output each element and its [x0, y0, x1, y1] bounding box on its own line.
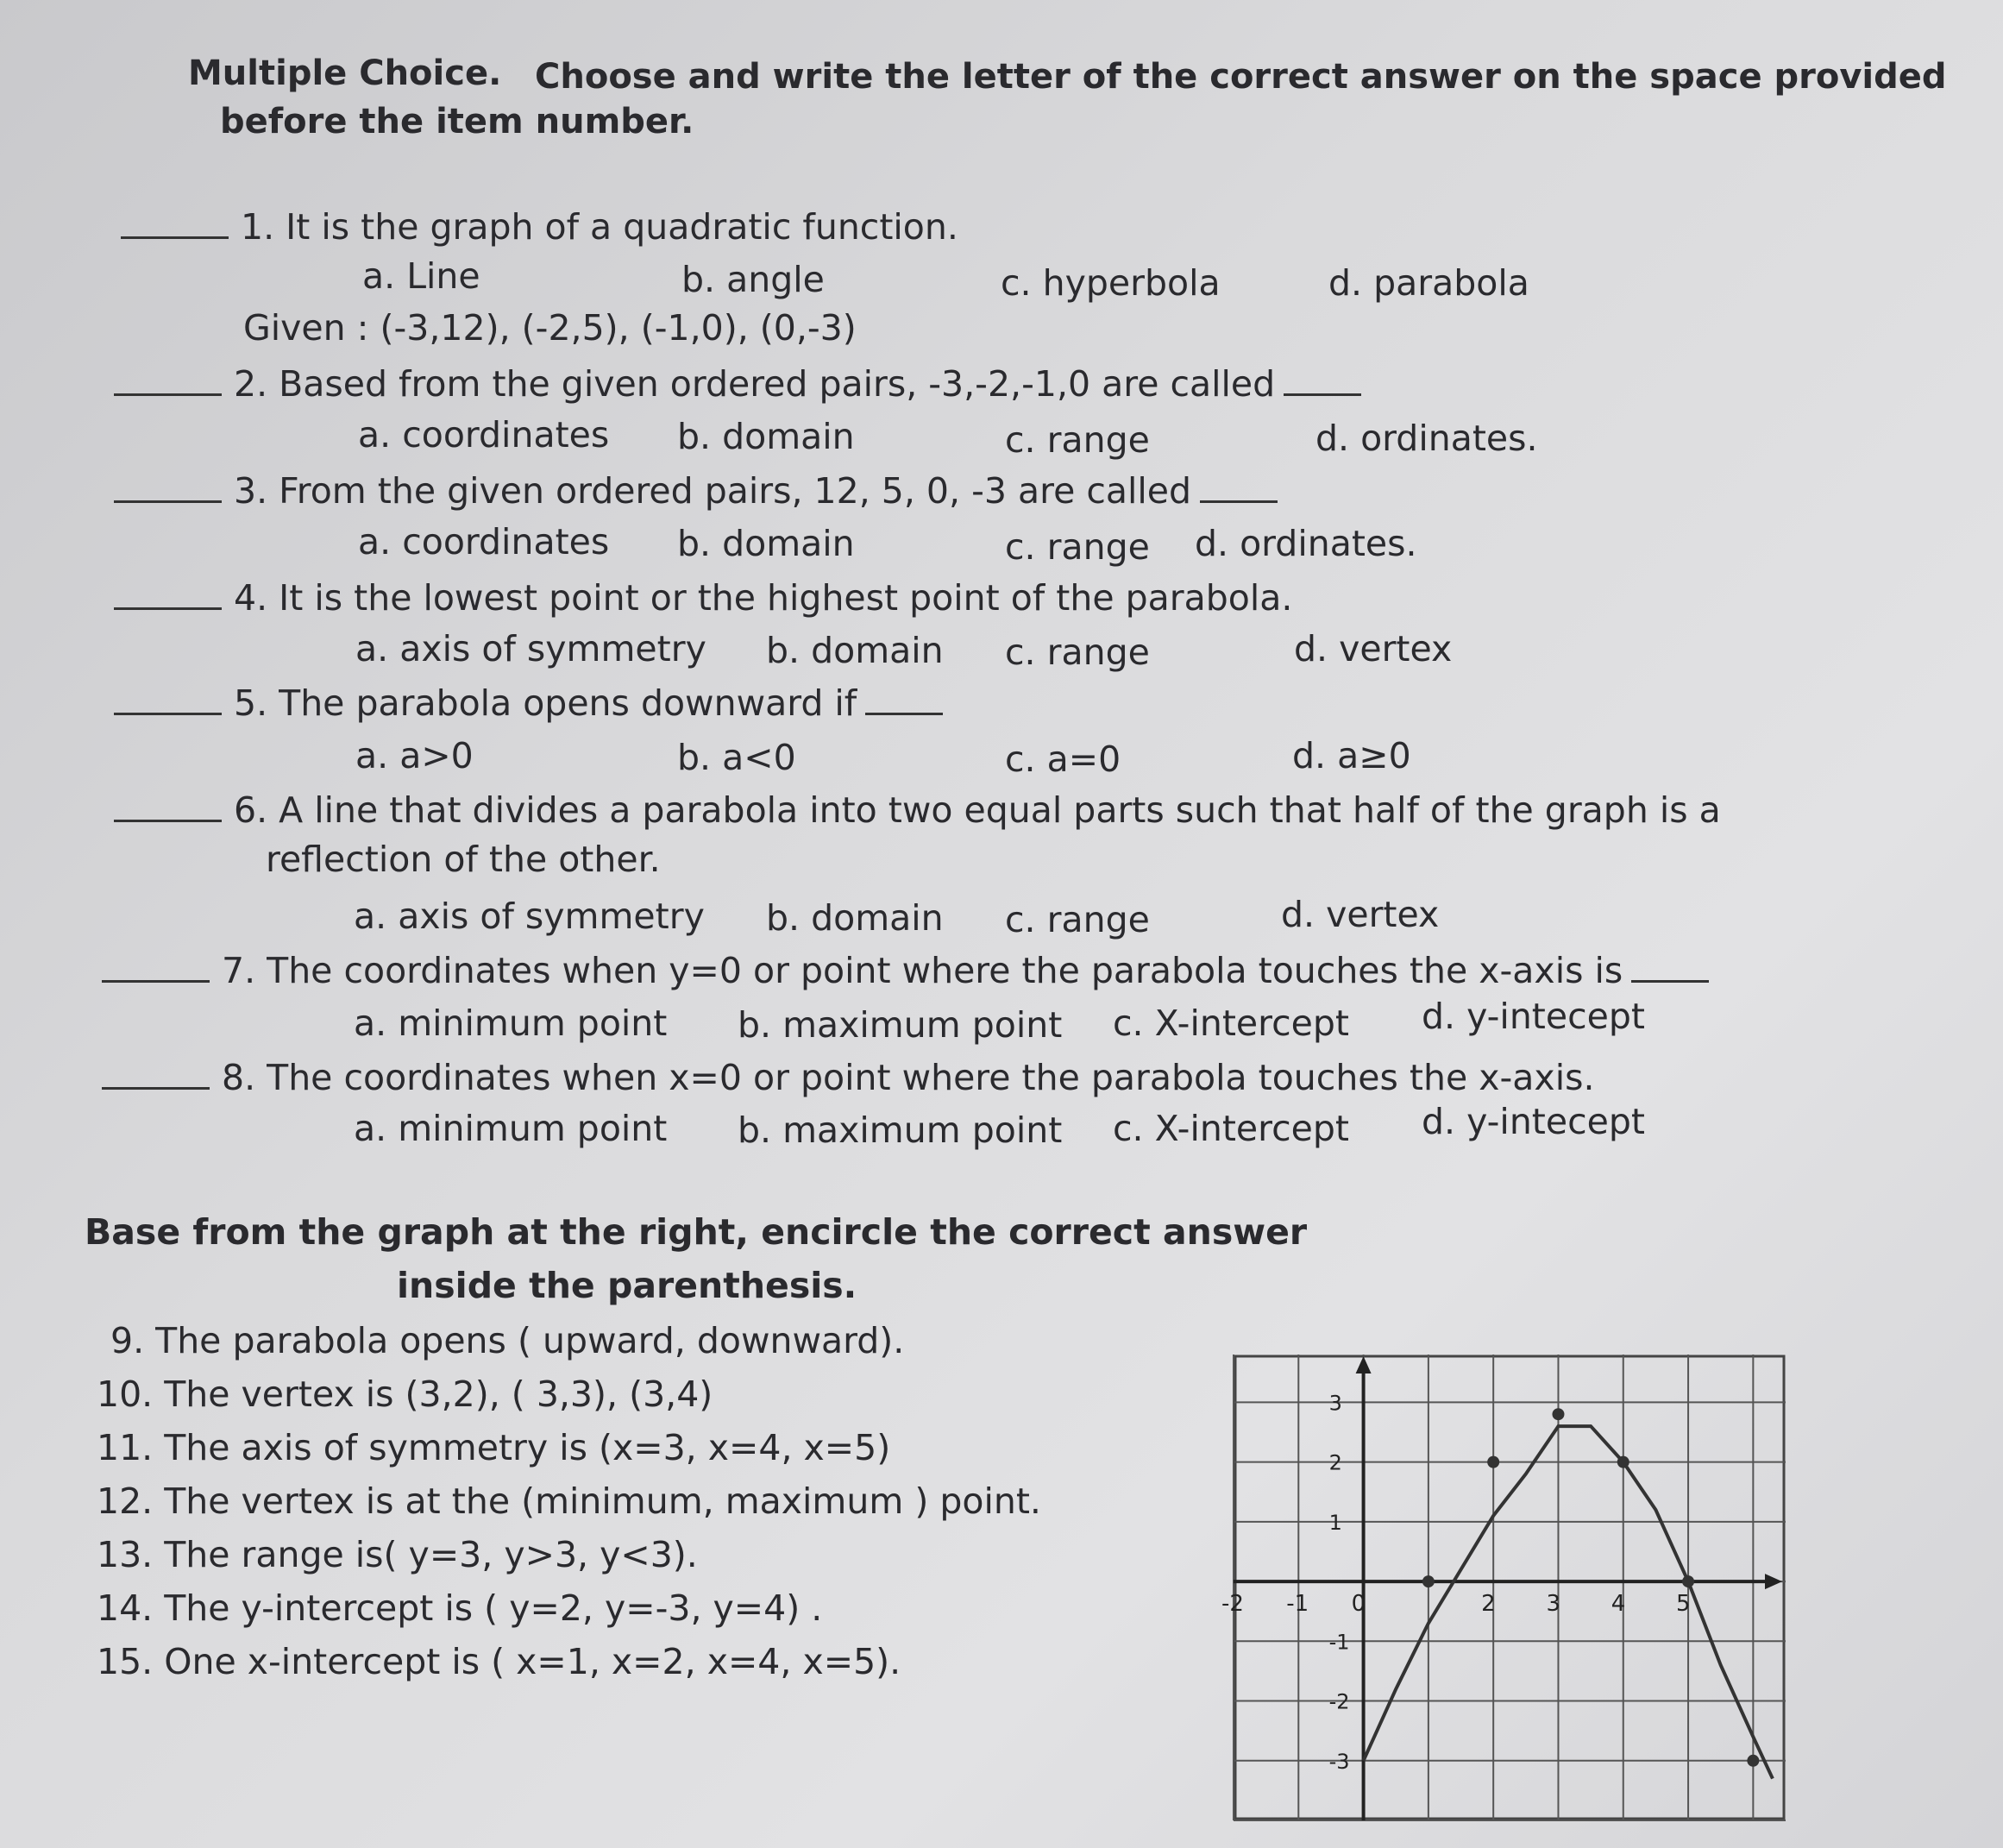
x-tick-label: -1 — [1286, 1591, 1309, 1618]
question-text: 4. It is the lowest point or the highest point of the parabola. — [234, 577, 1293, 619]
option-a: a. a>0 — [355, 735, 474, 776]
option-b: b. domain — [766, 630, 944, 671]
fill-blank[interactable] — [1200, 469, 1278, 503]
question-text: 7. The coordinates when y=0 or point where the parabola touches the x-axis is — [222, 950, 1623, 991]
option-d: d. y-intecept — [1422, 1101, 1645, 1142]
option-b: b. angle — [681, 259, 825, 300]
instructions-title: Multiple Choice. — [188, 53, 502, 93]
graph-border — [1235, 1356, 1784, 1819]
y-tick-label: 3 — [1328, 1391, 1342, 1416]
x-tick-label: 2 — [1481, 1591, 1496, 1618]
question-2 — [114, 359, 1361, 405]
option-a: a. axis of symmetry — [355, 628, 706, 669]
option-b: b. domain — [677, 416, 855, 457]
graph-grid — [1234, 1355, 1786, 1820]
option-d: d. vertex — [1294, 628, 1453, 669]
y-tick-label: -1 — [1328, 1630, 1350, 1655]
y-tick-label: -2 — [1328, 1689, 1350, 1714]
item-12: 12. The vertex is at the (minimum, maximum ) point. — [97, 1480, 1041, 1522]
option-d: d. a≥0 — [1292, 735, 1411, 776]
parabola-graph — [1221, 1355, 1786, 1820]
option-b: b. maximum point — [738, 1004, 1063, 1046]
option-c: c. X-intercept — [1113, 1003, 1349, 1044]
marked-point — [1487, 1456, 1499, 1468]
question-4 — [114, 573, 1292, 619]
y-tick-label: -3 — [1328, 1749, 1350, 1774]
question-text: 3. From the given ordered pairs, 12, 5, 0, -3 are called — [234, 470, 1192, 512]
instructions-line1: Choose and write the letter of the correct answer on the space provided — [535, 57, 1947, 97]
option-a: a. Line — [362, 255, 480, 297]
option-a: a. minimum point — [354, 1003, 668, 1044]
question-3 — [114, 466, 1278, 512]
marked-point — [1552, 1408, 1564, 1420]
question-text: 6. A line that divides a parabola into two equal parts such that half of the graph is a — [234, 789, 1721, 831]
x-tick-label: 3 — [1546, 1591, 1561, 1618]
y-tick-label: 1 — [1328, 1510, 1342, 1535]
fill-blank[interactable] — [1284, 362, 1361, 396]
x-tick-label: -2 — [1221, 1591, 1244, 1618]
answer-blank-3[interactable] — [114, 466, 222, 503]
answer-blank-7[interactable] — [102, 946, 210, 983]
item-10: 10. The vertex is (3,2), ( 3,3), (3,4) — [97, 1373, 713, 1415]
answer-blank-2[interactable] — [114, 359, 222, 396]
option-a: a. minimum point — [354, 1108, 668, 1149]
question-1 — [121, 202, 958, 248]
item-9: 9. The parabola opens ( upward, downward). — [110, 1320, 905, 1361]
option-c: c. range — [1005, 419, 1150, 461]
question-text-continued: reflection of the other. — [266, 839, 661, 880]
option-c: c. range — [1005, 632, 1150, 673]
option-d: d. ordinates. — [1195, 523, 1417, 564]
marked-point — [1422, 1575, 1435, 1587]
x-axis-arrow-icon — [1765, 1574, 1782, 1589]
answer-blank-5[interactable] — [114, 678, 222, 715]
question-5 — [114, 678, 943, 724]
option-c: c. range — [1005, 899, 1150, 940]
y-tick-label: 2 — [1328, 1450, 1342, 1475]
item-13: 13. The range is( y=3, y>3, y<3). — [97, 1534, 698, 1575]
section2-heading-line1: Base from the graph at the right, encircle the correct answer — [85, 1211, 1308, 1253]
option-a: a. coordinates — [358, 414, 610, 456]
option-d: d. vertex — [1281, 894, 1440, 935]
question-text: 2. Based from the given ordered pairs, -3,-2,-1,0 are called — [234, 363, 1276, 405]
question-text: 1. It is the graph of a quadratic function. — [241, 206, 958, 248]
marked-point — [1682, 1575, 1694, 1587]
option-b: b. domain — [677, 523, 855, 564]
item-14: 14. The y-intercept is ( y=2, y=-3, y=4) . — [97, 1587, 823, 1629]
question-text: 8. The coordinates when x=0 or point where the parabola touches the x-axis. — [222, 1057, 1595, 1098]
option-d: d. y-intecept — [1422, 996, 1645, 1037]
answer-blank-4[interactable] — [114, 573, 222, 610]
x-tick-label: 0 — [1351, 1591, 1366, 1618]
item-11: 11. The axis of symmetry is (x=3, x=4, x=5) — [97, 1427, 891, 1468]
option-b: b. maximum point — [738, 1109, 1063, 1151]
option-b: b. a<0 — [677, 737, 796, 778]
given-pairs: Given : (-3,12), (-2,5), (-1,0), (0,-3) — [243, 307, 857, 349]
section2-heading-line2: inside the parenthesis. — [397, 1265, 857, 1306]
y-axis-arrow-icon — [1356, 1356, 1372, 1373]
answer-blank-1[interactable] — [121, 202, 229, 239]
fill-blank[interactable] — [865, 682, 943, 715]
question-text: 5. The parabola opens downward if — [234, 682, 857, 724]
question-6 — [114, 785, 1721, 831]
answer-blank-6[interactable] — [114, 785, 222, 822]
answer-blank-8[interactable] — [102, 1053, 210, 1090]
marked-point — [1747, 1755, 1759, 1767]
instructions-line2: before the item number. — [220, 102, 694, 141]
option-a: a. coordinates — [358, 521, 610, 563]
question-7 — [102, 946, 1709, 991]
x-tick-label: 4 — [1611, 1591, 1626, 1618]
option-c: c. a=0 — [1005, 739, 1121, 780]
graph-axes — [1234, 1356, 1782, 1820]
option-d: d. parabola — [1328, 262, 1529, 304]
x-tick-label: 5 — [1676, 1591, 1691, 1618]
option-d: d. ordinates. — [1315, 418, 1538, 459]
parabola-curve — [1364, 1426, 1773, 1778]
option-b: b. domain — [766, 897, 944, 939]
option-c: c. range — [1005, 526, 1150, 568]
fill-blank[interactable] — [1631, 949, 1709, 983]
question-8 — [102, 1053, 1594, 1098]
x-axis-labels — [1221, 1591, 1691, 1617]
option-c: c. hyperbola — [1001, 262, 1221, 304]
option-a: a. axis of symmetry — [354, 896, 705, 937]
item-15: 15. One x-intercept is ( x=1, x=2, x=4, x=5). — [97, 1641, 901, 1682]
option-c: c. X-intercept — [1113, 1108, 1349, 1149]
marked-point — [1617, 1456, 1629, 1468]
